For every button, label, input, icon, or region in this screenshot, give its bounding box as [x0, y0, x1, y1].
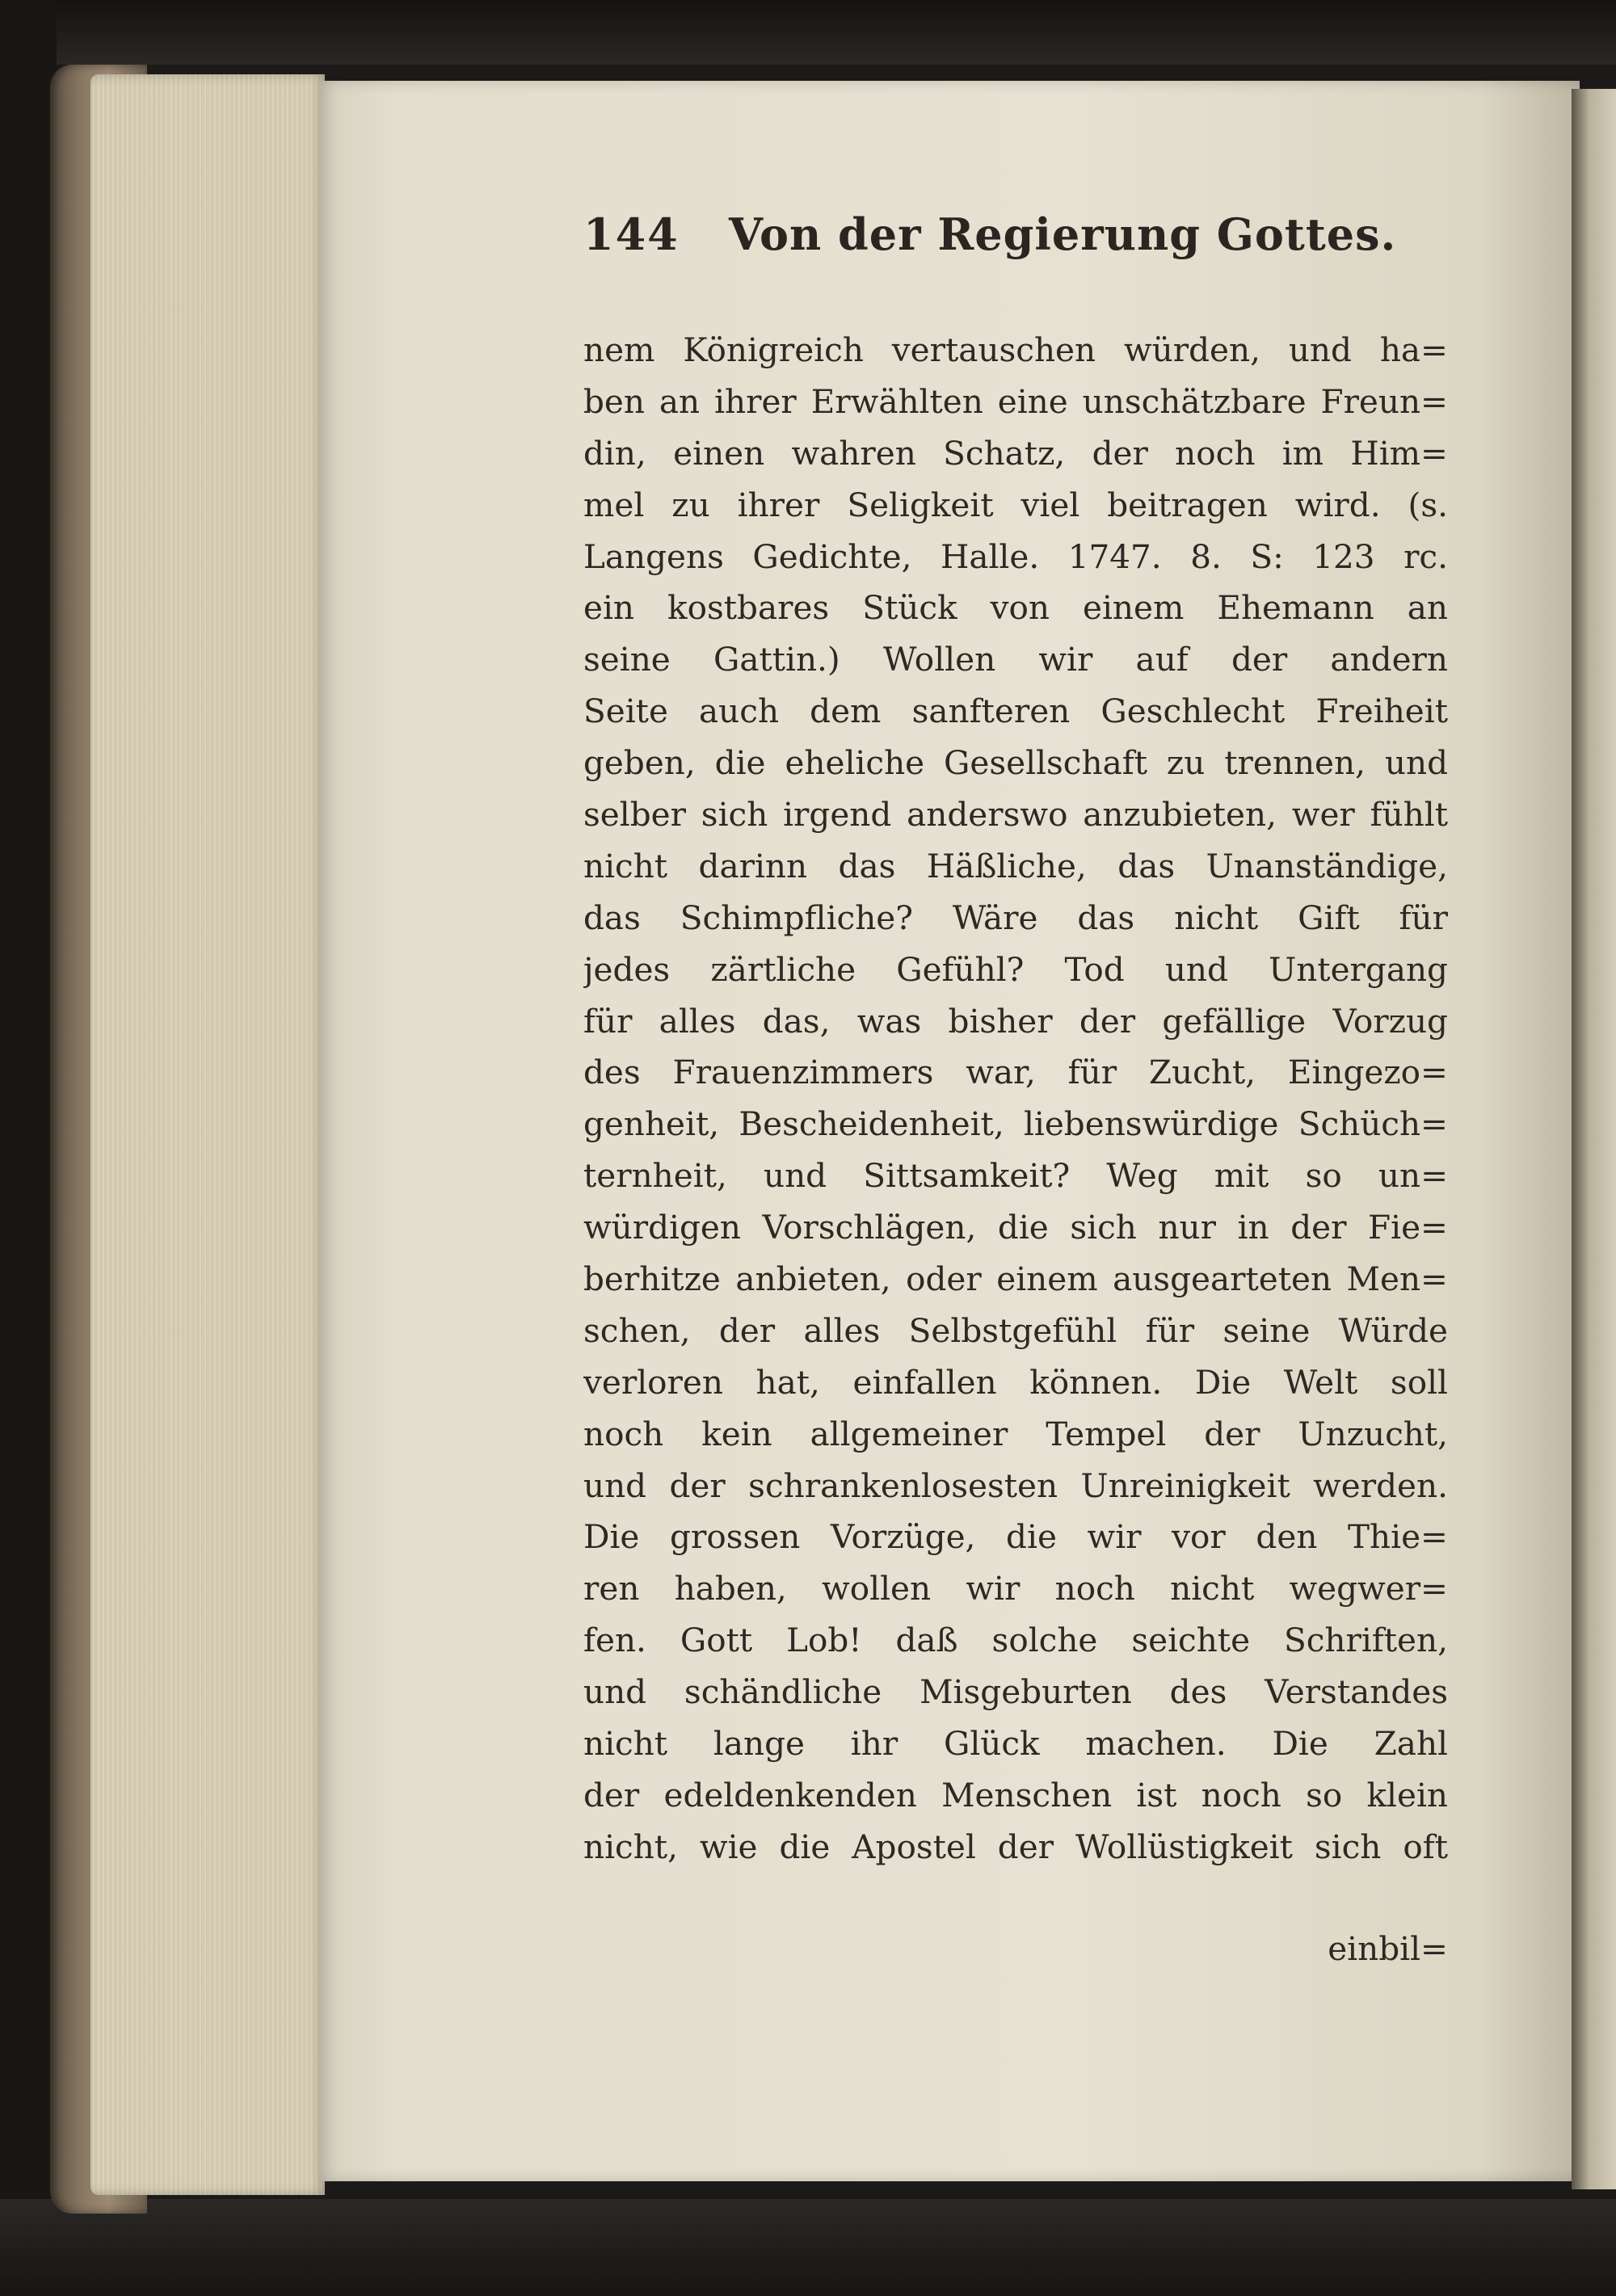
text-line: genheit, Bescheidenheit, liebenswürdige Schüch=: [583, 1104, 1448, 1144]
text-line: din, einen wahren Schatz, der noch im Him=: [583, 433, 1448, 473]
text-line: und schändliche Misgeburten des Verstandes: [583, 1672, 1448, 1712]
text-line: für alles das, was bisher der gefällige Vorzug: [583, 1001, 1448, 1041]
body-text: [583, 325, 1448, 1873]
text-line: schen, der alles Selbstgefühl für seine Würde: [583, 1310, 1448, 1350]
text-line: Seite auch dem sanfteren Geschlecht Freiheit: [583, 692, 1448, 731]
facing-page-edge: [1572, 89, 1616, 2189]
background-bottom: [0, 2199, 1616, 2296]
text-line: seine Gattin.) Wollen wir auf der andern: [583, 640, 1448, 679]
text-line: nicht darinn das Häßliche, das Unanständige,: [583, 846, 1448, 885]
text-line: würdigen Vorschlägen, die sich nur in der Fie=: [583, 1208, 1448, 1247]
text-line: fen. Gott Lob! daß solche seichte Schriften,: [583, 1621, 1448, 1660]
text-line: nicht, wie die Apostel der Wollüstigkeit sich oft: [583, 1827, 1448, 1866]
text-line: und der schrankenlosesten Unreinigkeit werden.: [583, 1465, 1448, 1505]
text-line: geben, die eheliche Gesellschaft zu trennen, und: [583, 743, 1448, 783]
text-line: Die grossen Vorzüge, die wir vor den Thie=: [583, 1517, 1448, 1557]
page-header: [583, 208, 1472, 281]
text-line: das Schimpfliche? Wäre das nicht Gift für: [583, 898, 1448, 937]
background-left: [0, 0, 57, 2296]
text-line: ben an ihrer Erwählten eine unschätzbare Freun=: [583, 381, 1448, 421]
text-line: jedes zärtliche Gefühl? Tod und Untergang: [583, 949, 1448, 989]
page-block-edges: [90, 74, 325, 2195]
text-line: ein kostbares Stück von einem Ehemann an: [583, 588, 1448, 628]
text-line: mel zu ihrer Seligkeit viel beitragen wird. (s.: [583, 485, 1448, 524]
background-top: [0, 0, 1616, 65]
text-line: berhitze anbieten, oder einem ausgearteten Men=: [583, 1259, 1448, 1299]
page-number: 144: [583, 208, 680, 260]
text-line: Langens Gedichte, Halle. 1747. 8. S: 123 rc.: [583, 536, 1448, 576]
text-line: ren haben, wollen wir noch nicht wegwer=: [583, 1569, 1448, 1608]
text-line: der edeldenkenden Menschen ist noch so klein: [583, 1775, 1448, 1815]
text-line: selber sich irgend anderswo anzubieten, wer fühlt: [583, 795, 1448, 835]
catchword: einbil=: [1328, 1929, 1448, 1968]
text-line: des Frauenzimmers war, für Zucht, Eingezo=: [583, 1053, 1448, 1092]
running-head: Von der Regierung Gottes.: [729, 208, 1397, 260]
text-line: verloren hat, einfallen können. Die Welt soll: [583, 1362, 1448, 1402]
text-line: nem Königreich vertauschen würden, und ha=: [583, 330, 1448, 369]
text-line: ternheit, und Sittsamkeit? Weg mit so un=: [583, 1156, 1448, 1196]
text-line: noch kein allgemeiner Tempel der Unzucht,: [583, 1414, 1448, 1453]
text-line: nicht lange ihr Glück machen. Die Zahl: [583, 1724, 1448, 1764]
